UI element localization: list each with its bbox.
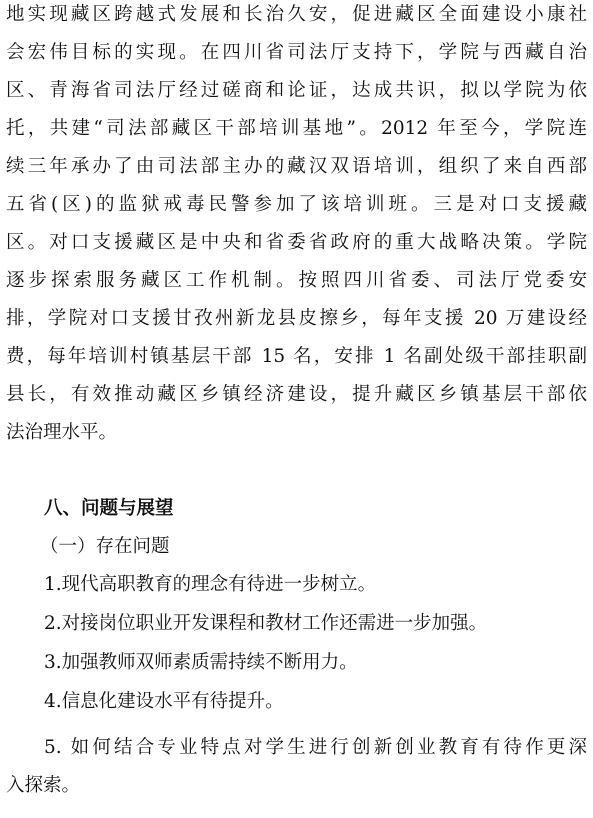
paragraph-line: 续三年承办了由司法部主办的藏汉双语培训，组织了来自西部 — [6, 156, 587, 177]
paragraph-line: 区、青海省司法厅经过磋商和论证，达成共识，拟以学院为依 — [6, 80, 587, 101]
paragraph-line: 县长，有效推动藏区乡镇经济建设，提升藏区乡镇基层干部依 — [6, 384, 587, 405]
paragraph-line: 区。对口支援藏区是中央和省委省政府的重大战略决策。学院 — [6, 232, 587, 253]
paragraph-line: 逐步探索服务藏区工作机制。按照四川省委、司法厅党委安 — [6, 270, 587, 291]
paragraph-line: 五省(区)的监狱戒毒民警参加了该培训班。三是对口支援藏 — [6, 194, 587, 215]
section-heading: 八、问题与展望 — [44, 498, 174, 519]
list-item: 2.对接岗位职业开发课程和教材工作还需进一步加强。 — [44, 613, 488, 634]
list-item: 5. 如何结合专业特点对学生进行创新创业教育有待作更深 — [44, 737, 587, 758]
subheading: （一）存在问题 — [40, 536, 170, 557]
paragraph-line: 会宏伟目标的实现。在四川省司法厅支持下，学院与西藏自治 — [6, 42, 587, 63]
paragraph-line: 法治理水平。 — [6, 422, 118, 443]
list-item-continuation: 入探索。 — [6, 775, 81, 796]
list-item: 4.信息化建设水平有待提升。 — [44, 691, 284, 712]
paragraph-line: 地实现藏区跨越式发展和长治久安，促进藏区全面建设小康社 — [6, 4, 587, 25]
list-item: 1.现代高职教育的理念有待进一步树立。 — [44, 574, 377, 595]
list-item: 3.加强教师双师素质需持续不断用力。 — [44, 652, 358, 673]
paragraph-line: 托，共建“司法部藏区干部培训基地”。2012 年至今，学院连 — [6, 118, 587, 139]
paragraph-line: 费，每年培训村镇基层干部 15 名，安排 1 名副处级干部挂职副 — [6, 346, 587, 367]
paragraph-line: 排，学院对口支援甘孜州新龙县皮擦乡，每年支援 20 万建设经 — [6, 308, 587, 329]
